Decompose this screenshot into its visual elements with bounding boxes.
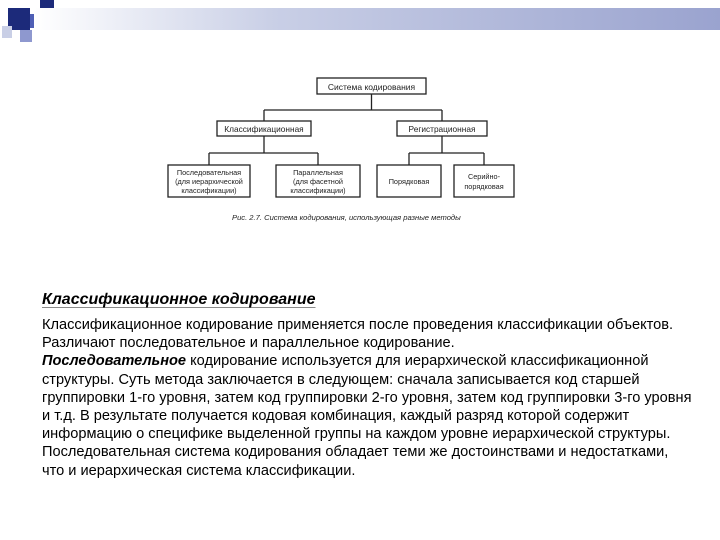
diagram-parallel-line2: (для фасетной: [293, 177, 343, 186]
diagram-serial-ordinal-line1: Серийно-: [467, 172, 501, 181]
section-heading: Классификационное кодирование: [42, 291, 316, 308]
paragraph-main: [42, 352, 692, 479]
diagram-caption: Рис. 2.7. Система кодирования, использующая разные методы: [232, 213, 461, 222]
diagram-parallel-line1: Параллельная: [293, 168, 343, 177]
paragraph-emphasis: Последовательное: [42, 353, 187, 370]
paragraph-intro: Классификационное кодирование применяется после проведения классификации объектов. Различают последовательное и параллельное кодирование.: [42, 317, 674, 352]
diagram-ordinal-label: Порядковая: [388, 177, 430, 186]
body-paragraph: [42, 316, 692, 480]
diagram-root-label: Система кодирования: [327, 82, 416, 92]
diagram-serial-ordinal-box: [454, 165, 514, 197]
diagram-classification-label: Классификационная: [224, 124, 304, 134]
diagram-sequential-line3: классификации): [181, 186, 237, 195]
diagram-registration-label: Регистрационная: [408, 124, 476, 134]
diagram-parallel-line3: классификации): [290, 186, 346, 195]
diagram-sequential-line2: (для иерархической: [175, 177, 243, 186]
diagram-serial-ordinal-line2: порядковая: [464, 182, 504, 191]
diagram-sequential-line1: Последовательная: [176, 168, 242, 177]
paragraph-body: кодирование используется для иерархической классификационной структуры. Суть метода заключается в следующем: сначала записывается код старшей группировки 1-го уровня, затем код группировки 2-го уровня, затем код группировки 3-го уровня и т.д. В результате получается кодовая комбинация, каждый разряд которой содержит информацию о специфике выделенной группы на каждом уровне иерархической структуры. Последовательная система кодирования обладает теми же достоинствами и недостатками, что и иерархическая система классификации.: [42, 353, 692, 479]
